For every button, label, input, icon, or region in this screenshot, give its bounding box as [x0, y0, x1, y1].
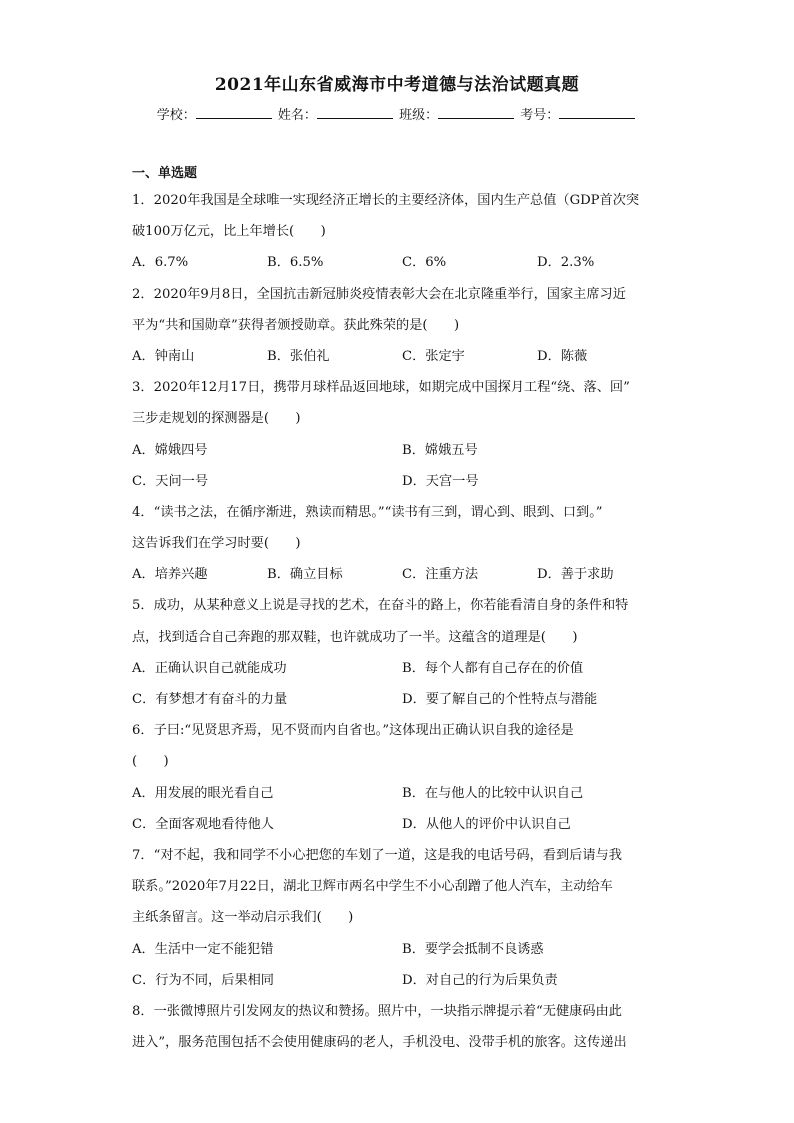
- school-blank[interactable]: [196, 106, 272, 119]
- school-label: 学校：: [156, 108, 196, 123]
- options-row: [132, 684, 672, 715]
- question-stem-line: 平为“共和国勋章”获得者颁授勋章。获此殊荣的是( ): [132, 317, 460, 333]
- options-row: [132, 341, 672, 372]
- option-d[interactable]: D．要了解自己的个性特点与潜能: [402, 692, 598, 707]
- options-row: [132, 466, 672, 497]
- question-stem-line: 3．2020年12月17日，携带月球样品返回地球，如期完成中国探月工程“绕、落、回”: [132, 380, 630, 396]
- option-a[interactable]: A．培养兴趣: [132, 567, 208, 583]
- option-b[interactable]: B．6.5%: [267, 255, 324, 271]
- options-row: [132, 965, 672, 996]
- option-b[interactable]: B．确立目标: [267, 567, 343, 583]
- option-a[interactable]: A．6.7%: [132, 255, 189, 271]
- question-stem-line: 8．一张微博照片引发网友的热议和赞扬。照片中，一块指示牌提示着“无健康码由此: [132, 1003, 622, 1019]
- option-b[interactable]: B．在与他人的比较中认识自己: [402, 785, 584, 801]
- question-stem-line: 联系。”2020年7月22日，湖北卫辉市两名中学生不小心刮蹭了他人汽车，主动给车: [132, 879, 613, 895]
- options-row: [132, 809, 672, 840]
- question-4: [132, 497, 672, 591]
- options-row: [132, 934, 672, 965]
- option-d[interactable]: D．善于求助: [537, 567, 614, 583]
- option-d[interactable]: D．天宫一号: [402, 473, 479, 489]
- option-c[interactable]: C．有梦想才有奋斗的力量: [132, 692, 288, 707]
- question-6: [132, 715, 672, 840]
- question-stem-line: 4．“读书之法，在循序渐进，熟读而精思。”“读书有三到，谓心到、眼到、口到。”: [132, 504, 603, 520]
- option-a[interactable]: A．嫦娥四号: [132, 442, 208, 458]
- question-stem-line: 这告诉我们在学习时要( ): [132, 536, 301, 552]
- question-5: [132, 590, 672, 715]
- option-a[interactable]: A．钟南山: [132, 348, 195, 364]
- class-blank[interactable]: [438, 106, 514, 119]
- questions-area: [132, 163, 672, 1058]
- student-info-row: [0, 104, 794, 123]
- option-c[interactable]: C．天问一号: [132, 473, 209, 489]
- option-c[interactable]: C．全面客观地看待他人: [132, 816, 274, 832]
- question-stem-line: 主纸条留言。这一举动启示我们( ): [132, 910, 354, 926]
- question-stem-line: ( ): [132, 754, 169, 770]
- option-c[interactable]: C．行为不同，后果相同: [132, 972, 274, 988]
- option-d[interactable]: D．对自己的行为后果负责: [402, 972, 558, 988]
- question-3: [132, 372, 672, 497]
- exam-number-label: 考号：: [520, 108, 560, 123]
- question-stem-line: 三步走规划的探测器是( ): [132, 411, 301, 427]
- page-title: 2021年山东省威海市中考道德与法治试题真题: [214, 75, 580, 95]
- options-row: [132, 778, 672, 809]
- question-8: [132, 996, 672, 1058]
- question-stem-line: 点，找到适合自己奔跑的那双鞋，也许就成功了一半。这蕴含的道理是( ): [132, 629, 578, 645]
- name-blank[interactable]: [317, 106, 393, 119]
- question-7: [132, 840, 672, 996]
- class-label: 班级：: [399, 108, 439, 123]
- option-b[interactable]: B．张伯礼: [267, 348, 330, 364]
- question-1: [132, 185, 672, 279]
- option-c[interactable]: C．张定宇: [402, 348, 465, 364]
- option-a[interactable]: A．用发展的眼光看自己: [132, 785, 274, 801]
- option-a[interactable]: A．正确认识自己就能成功: [132, 660, 287, 676]
- question-stem-line: 1．2020年我国是全球唯一实现经济正增长的主要经济体，国内生产总值（GDP首次突: [132, 193, 640, 208]
- option-a[interactable]: A．生活中一定不能犯错: [132, 941, 274, 957]
- option-c[interactable]: C．6%: [402, 255, 447, 271]
- exam-number-blank[interactable]: [559, 106, 635, 119]
- question-stem-line: 破100万亿元，比上年增长( ): [132, 224, 326, 240]
- options-row: [132, 653, 672, 684]
- option-d[interactable]: D．陈薇: [537, 348, 588, 364]
- question-stem-line: 2．2020年9月8日，全国抗击新冠肺炎疫情表彰大会在北京隆重举行，国家主席习近: [132, 286, 626, 302]
- question-stem-line: 进入”，服务范围包括不会使用健康码的老人，手机没电、没带手机的旅客。这传递出: [132, 1035, 627, 1051]
- option-c[interactable]: C．注重方法: [402, 567, 479, 583]
- option-b[interactable]: B．要学会抵制不良诱惑: [402, 941, 544, 957]
- option-b[interactable]: B．嫦娥五号: [402, 442, 478, 458]
- question-stem-line: 6．子曰:“见贤思齐焉，见不贤而内自省也。”这体现出正确认识自我的途径是: [132, 723, 574, 739]
- question-stem-line: 7．“对不起，我和同学不小心把您的车划了一道，这是我的电话号码，看到后请与我: [132, 847, 622, 863]
- section-heading: 一、单选题: [132, 166, 198, 181]
- name-label: 姓名：: [277, 108, 317, 123]
- option-d[interactable]: D．2.3%: [537, 255, 595, 271]
- question-stem-line: 5．成功，从某种意义上说是寻找的艺术，在奋斗的路上，你若能看清自身的条件和特: [132, 598, 629, 614]
- options-row: [132, 559, 672, 590]
- option-d[interactable]: D．从他人的评价中认识自己: [402, 816, 571, 832]
- question-2: [132, 279, 672, 373]
- options-row: [132, 247, 672, 278]
- options-row: [132, 435, 672, 466]
- option-b[interactable]: B．每个人都有自己存在的价值: [402, 660, 584, 676]
